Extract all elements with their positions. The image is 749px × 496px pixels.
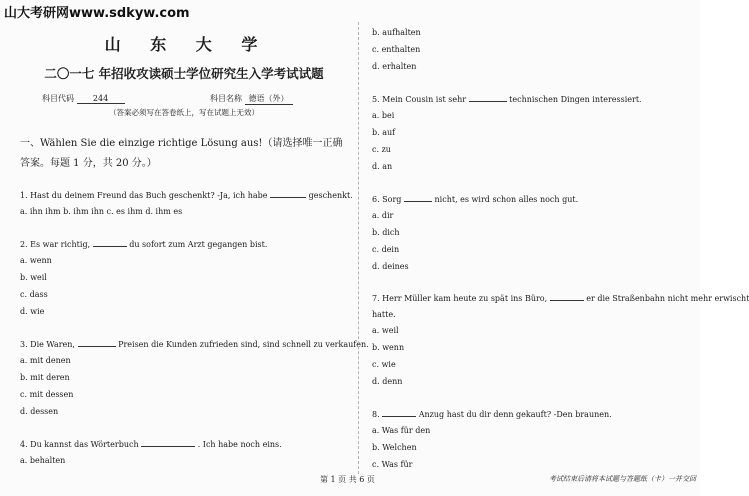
question-text: 2. Es war richtig, [20,240,91,249]
option: a. dir [372,211,394,220]
question-1 [20,189,353,201]
subject-meta [20,93,348,103]
question-7-continued: hatte. [372,310,396,319]
question-text: 3. Die Waren, [20,340,75,349]
code-label: 科目代码 [42,94,74,103]
question-8 [372,408,612,420]
answer-blank [404,193,432,202]
option: b. aufhalten [372,28,421,37]
question-text: Anzug hast du dir denn gekauft? -Den braunen. [418,410,612,419]
option: a. mit denen [20,356,71,365]
option: b. mit deren [20,373,70,382]
subject-code [42,93,125,104]
question-text: 4. Du kannst das Wörterbuch [20,440,139,449]
option: c. Was für [372,460,413,469]
page-number: 第 1 页 共 6 页 [320,475,375,484]
question-text: technischen Dingen interessiert. [509,95,642,104]
option: d. an [372,162,393,171]
left-column [20,30,348,174]
option: d. erhalten [372,62,417,71]
option: b. wenn [372,343,405,352]
option: a. behalten [20,456,66,465]
option: a. wenn [20,256,52,265]
option: d. dessen [20,407,59,416]
university-title: 山 东 大 学 [104,35,270,54]
question-3 [20,338,369,350]
option: d. deines [372,262,409,271]
option: c. dein [372,245,400,254]
option: a. weil [372,326,399,335]
question-5 [372,93,642,105]
question-text: 5. Mein Cousin ist sehr [372,95,467,104]
answer-blank [382,408,416,417]
option: c. enthalten [372,45,421,54]
footer-note: 考试结束后请将本试题与答题纸（卡）一并交回 [549,475,696,483]
option: b. auf [372,128,396,137]
code-value: 244 [77,94,125,104]
question-text: geschenkt. [308,191,353,200]
question-text: nicht, es wird schon alles noch gut. [434,195,579,204]
question-text: er die Straßenbahn nicht mehr erwischt [586,294,749,303]
answer-blank [93,238,127,247]
question-1-options: a. ihn ihm b. ihm ihn c. es ihm d. ihm es [20,207,183,216]
question-6 [372,193,578,205]
section-instructions: 一、Wählen Sie die einzige richtige Lösung aus!（请选择唯一正确答案。每题 1 分，共 20 分。） [20,138,343,169]
answer-blank [270,189,306,198]
option: c. dass [20,290,48,299]
question-text: 6. Sorg [372,195,402,204]
question-text: Preisen die Kunden zufrieden sind, sind schnell zu verkaufen. [118,340,369,349]
option: b. dich [372,228,400,237]
question-2 [20,238,267,250]
question-7 [372,292,749,304]
option: b. Welchen [372,443,417,452]
answer-note: （答案必须写在答卷纸上，写在试题上无效） [109,108,259,117]
watermark-text: 山大考研网www.sdkyw.com [4,6,190,21]
exam-title: 二〇一七 年招收攻读硕士学位研究生入学考试试题 [44,66,324,81]
option: c. mit dessen [20,390,74,399]
answer-blank [141,438,195,447]
option: a. Was für den [372,426,431,435]
question-text: du sofort zum Arzt gegangen bist. [129,240,268,249]
option: d. wie [20,307,45,316]
option: a. bei [372,111,395,120]
question-text: 8. [372,410,380,419]
question-text: . Ich habe noch eins. [197,440,282,449]
name-value: 德语（外） [245,93,293,105]
option: c. zu [372,145,391,154]
name-label: 科目名称 [210,94,242,103]
answer-blank [469,93,507,102]
option: d. denn [372,377,403,386]
subject-name [210,93,293,105]
option: c. wie [372,360,396,369]
question-text: 1. Hast du deinem Freund das Buch geschenkt? -Ja, ich habe [20,191,268,200]
question-4 [20,438,282,450]
answer-blank [550,292,584,301]
answer-blank [78,338,116,347]
column-divider [358,22,359,474]
question-text: 7. Herr Müller kam heute zu spät ins Büro, [372,294,548,303]
option: b. weil [20,273,47,282]
